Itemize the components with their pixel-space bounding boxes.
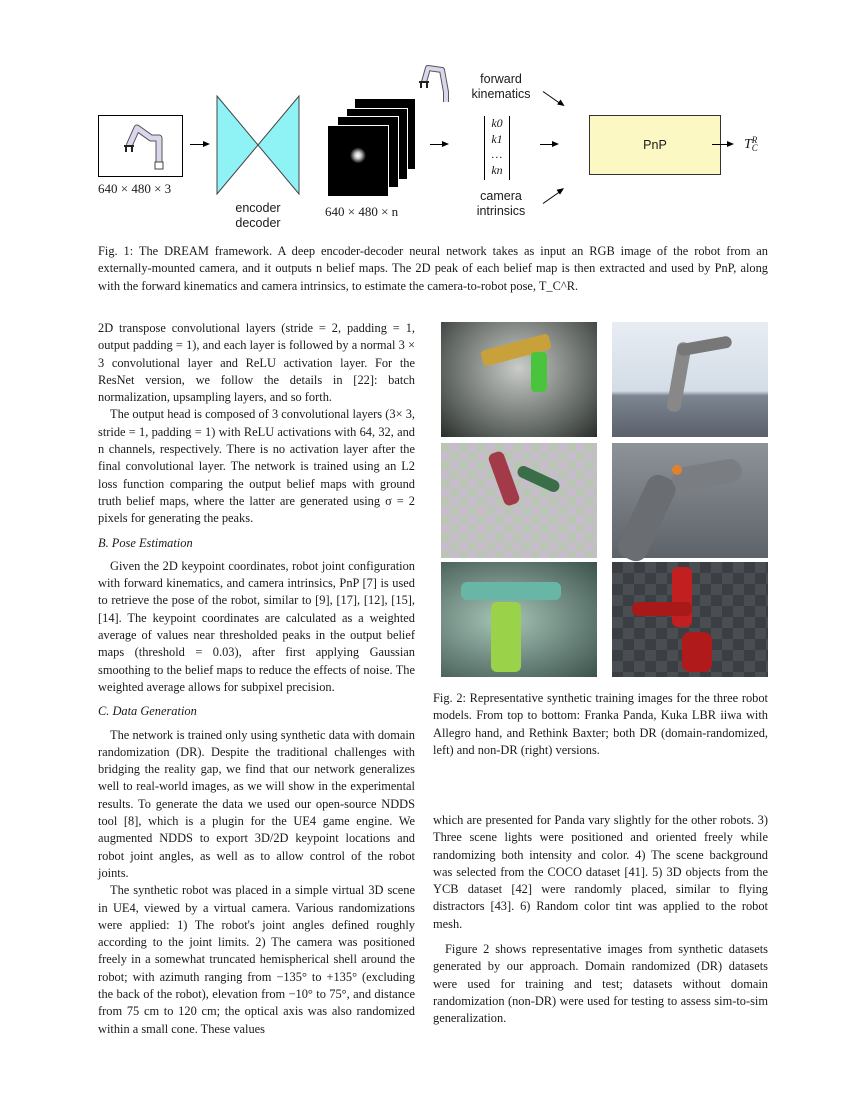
robot-model-icon bbox=[412, 62, 458, 110]
pnp-box bbox=[589, 115, 721, 175]
fk-text-1: forward bbox=[480, 72, 522, 86]
arrow bbox=[543, 91, 563, 106]
section-heading-b: B. Pose Estimation bbox=[98, 535, 193, 550]
decoder-text: decoder bbox=[235, 216, 281, 230]
left-column bbox=[98, 320, 415, 1038]
belief-map bbox=[327, 125, 389, 197]
right-column bbox=[433, 812, 768, 1028]
forward-kinematics-label bbox=[466, 72, 536, 102]
input-image-box bbox=[98, 115, 183, 177]
paragraph: 2D transpose convolutional layers (stride = 2, padding = 1, output padding = 1), and each layer is followed by a normal 3 × 3 convolutional layer and ReLU activation layer. For the ResNet version, we follow the details in [22]: batch normalization, upsampling layers, and so forth. bbox=[98, 321, 415, 405]
robot-arm-icon bbox=[99, 116, 182, 176]
arrow bbox=[540, 144, 557, 145]
kuka-nondr-image bbox=[612, 443, 768, 558]
panda-dr-image bbox=[441, 322, 597, 437]
pose-output-label bbox=[744, 136, 758, 153]
pose-sup: R bbox=[751, 135, 758, 145]
encoder-text: encoder bbox=[235, 201, 281, 215]
pnp-label: PnP bbox=[643, 138, 667, 152]
panda-nondr-image bbox=[612, 322, 768, 437]
k1: k1 bbox=[491, 131, 503, 146]
paragraph: The output head is composed of 3 convolutional layers (3× 3, stride = 1, padding = 1) with ReLU activations with 64, 32, and n channels, respectively. There is no activation layer after the final convolutional layer. The network is trained using an L2 loss function comparing the output belief maps with ground truth belief maps, where the latter are generated using σ = 2 pixels for generating the peaks. bbox=[98, 407, 415, 526]
arrow bbox=[543, 189, 563, 204]
cam-text-2: intrinsics bbox=[476, 204, 526, 218]
paragraph: Given the 2D keypoint coordinates, robot joint configuration with forward kinematics, and camera intrinsics, PnP [7] is used to retrieve the pose of the robot, similar to [9], [17], [12], [15], [14]. The keypoint coordinates are calculated as a weighted average of values near thresholded peaks in the output belief maps (threshold = 0.03), after first applying Gaussian smoothing to the belief maps to reduce the effects of noise. The weighted average allows for subpixel precision. bbox=[98, 558, 415, 694]
arrow bbox=[712, 144, 732, 145]
paragraph: The synthetic robot was placed in a simple virtual 3D scene in UE4, viewed by a virtual camera. Various randomizations were applied: 1) The robot's joint angles defined roughly according to the joint limits. 2) The camera was positioned freely in a somewhat truncated hemispherical shell around the robot; with azimuth ranging from −135° to +135° (excluding the back of the robot), elevation from −10° to 75°, and distance from 75 cm to 120 cm; the optical axis was also randomized within a small cone. These values bbox=[98, 883, 415, 1036]
baxter-nondr-image bbox=[612, 562, 768, 677]
arrow bbox=[190, 144, 208, 145]
kn: kn bbox=[491, 162, 503, 177]
k0: k0 bbox=[491, 116, 503, 130]
input-size-label: 640 × 480 × 3 bbox=[98, 181, 172, 196]
kuka-dr-image bbox=[441, 443, 597, 558]
belief-maps-size-label: 640 × 480 × n bbox=[325, 204, 399, 219]
kdots: … bbox=[491, 147, 503, 161]
pose-T: T bbox=[744, 137, 752, 152]
paragraph: which are presented for Panda vary slightly for the other robots. 3) Three scene lights were positioned and oriented freely while randomizing both intensity and color. 4) The scene background was selected from the COCO dataset [41]. 5) 3D objects from the YCB dataset [42] were randomly placed, similar to flying distractors [43]. 6) Random color tint was applied to the robot mesh. bbox=[433, 813, 768, 931]
section-heading-c: C. Data Generation bbox=[98, 704, 197, 719]
paragraph: The network is trained only using synthetic data with domain randomization (DR). Despite the traditional challenges with bridging the reality gap, we find that our network generalizes well to real-world images, as we will show in the experimental results. To generate the data we used our open-source NDDS tool [8], which is a plugin for the UE4 game engine. We augmented NDDS to export 3D/2D keypoint locations and robot joint angles, as well as to allow control of the robot joints. bbox=[98, 727, 415, 880]
figure-1-caption: Fig. 1: The DREAM framework. A deep encoder-decoder neural network takes as input an RGB image of the robot from an externally-mounted camera, and it outputs n belief maps. The 2D peak of each belief map is then extracted and used by PnP, along with the forward kinematics and camera intrinsics, to estimate the camera-to-robot pose, T_C^R. bbox=[98, 244, 768, 293]
baxter-dr-image bbox=[441, 562, 597, 677]
intrinsics-vector bbox=[484, 116, 510, 180]
camera-intrinsics-label bbox=[466, 189, 536, 219]
cam-text-1: camera bbox=[480, 189, 522, 203]
arrow bbox=[430, 144, 447, 145]
encoder-label bbox=[226, 201, 290, 231]
fk-text-2: kinematics bbox=[471, 87, 531, 101]
paragraph: Figure 2 shows representative images from synthetic datasets generated by our approach. Domain randomized (DR) datasets were used for training and test; datasets without domain randomization (non-DR) were used for testing to assess sim-to-sim generalization. bbox=[433, 942, 768, 1026]
encoder-decoder-shape bbox=[216, 95, 300, 195]
figure-2-caption: Fig. 2: Representative synthetic training images for the three robot models. From top to bottom: Franka Panda, Kuka LBR iiwa with Allegro hand, and Rethink Baxter; both DR (domain-randomized, left) and non-DR (right) versions. bbox=[433, 691, 768, 757]
pose-sub: C bbox=[751, 143, 758, 153]
